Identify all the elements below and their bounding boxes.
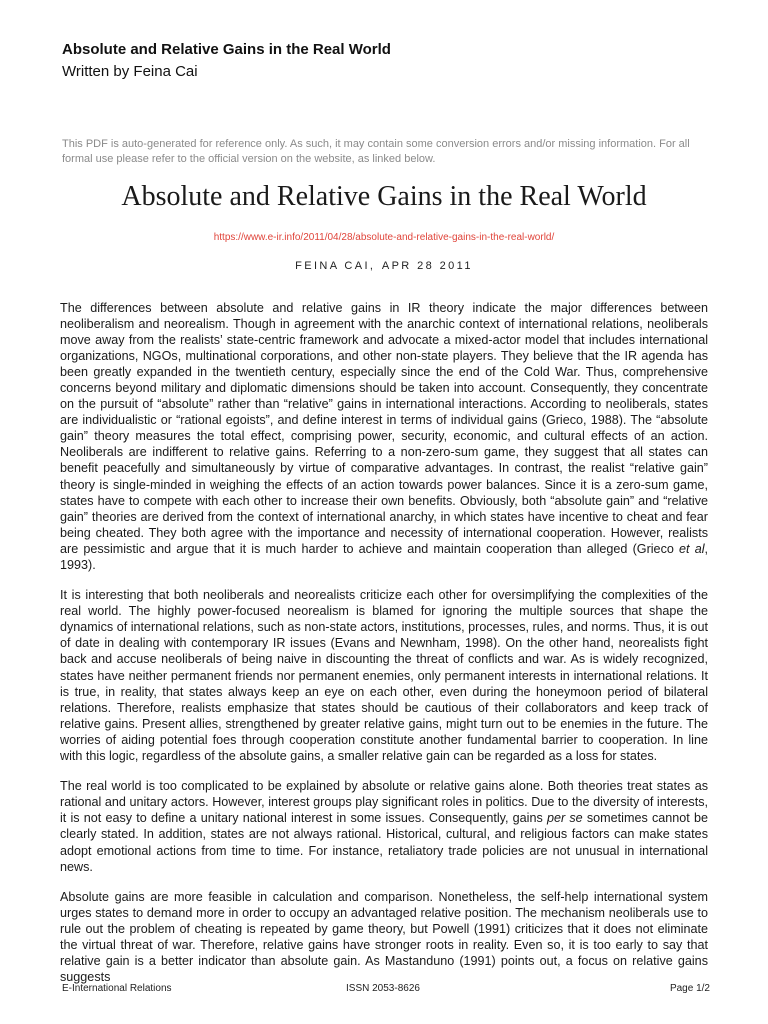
byline-separator: , (369, 260, 373, 272)
header-author: Written by Feina Cai (62, 63, 198, 80)
source-url-link[interactable]: https://www.e-ir.info/2011/04/28/absolute-and-relative-gains-in-the-real-world/ (213, 232, 555, 243)
footer-issn: ISSN 2053-8626 (346, 983, 420, 994)
byline-date: APR 28 2011 (381, 260, 473, 272)
article-title: Absolute and Relative Gains in the Real World (121, 181, 647, 212)
paragraph-2: It is interesting that both neoliberals and neorealists criticize each other for oversimplifying the complexities of the real world. The highly power-focused neorealism is blamed for ignoring the multiple sources that shape the dynamics of international relations, such as non-state actors, institutions, processes, rules, and norms. Thus, it is out of date in dealing with contemporary IR issues (Evans and Newnham, 1998). On the other hand, neorealists fight back and accuse neoliberals of being naive in discounting the threat of conflicts and war. As is widely recognized, states have neither permanent friends nor permanent enemies, only permanent interests in international relations. It is true, in reality, that states always keep an eye on each other, even during the honeymoon period of bilateral relations. Therefore, realists emphasize that states should be cautious of their collaborators and keep track of relative gains. Present allies, strengthened by greater relative gains, might turn out to be enemies in the future. The worries of aiding potential foes through cooperation constitute another fundamental barrier to cooperation. In line with this logic, regardless of the absolute gains, a smaller relative gain can be regarded as a loss for states. (60, 588, 708, 763)
paragraph-1-text: The differences between absolute and relative gains in IR theory indicate the major differences between neoliberalism and neorealism. Though in agreement with the anarchic context of international relations, neoliberals move away from the realists’ state-centric framework and advocate a mixed-actor model that includes international organizations, NGOs, multinational corporations, and other non-state players. They believe that the IR agenda has been greatly expanded in the twentieth century, especially since the end of the Cold War. Thus, comprehensive concerns beyond military and diplomatic dimensions should be taken into account. Consequently, they concentrate on the pursuit of “absolute” rather than “relative” gains in international interactions. According to neoliberals, states are individualistic or “rational egoists”, and define interest in terms of individual gains (Grieco, 1988). The “absolute gain” theory measures the total effect, comprising power, security, economic, and cultural effects of an action. Neoliberals are indifferent to relative gains. Referring to a non-zero-sum game, they suggest that all states can benefit peacefully and simultaneously by virtue of comparative advantages. In contrast, the realist “relative gain” theory is single-minded in weighing the effects of an action towards power balances. Since it is a zero-sum game, states have to compete with each other to increase their own benefits. Obviously, both “absolute gain” and “relative gain” theories are derived from the context of international anarchy, in which states have incentive to cheat and fear being cheated. They both agree with the importance and necessity of international cooperation. However, realists are pessimistic and argue that it is much harder to achieve and maintain cooperation than alleged (Grieco (60, 301, 708, 556)
paragraph-3 (60, 778, 708, 874)
disclaimer-text: This PDF is auto-generated for reference only. As such, it may contain some conversion errors and/or missing information. For all formal use please refer to the official version on the website, as linked below. (62, 138, 690, 165)
paragraph-1-emphasis: et al (679, 541, 705, 556)
footer-publisher: E-International Relations (62, 983, 172, 994)
paragraph-3-emphasis: per se (546, 811, 583, 826)
paragraph-4: Absolute gains are more feasible in calculation and comparison. Nonetheless, the self-help international system urges states to demand more in order to occupy an advantaged relative position. The mechanism neoliberals use to rule out the problem of cheating is repeated by game theory, but Powell (1991) criticizes that it does not eliminate the virtual threat of war. Therefore, relative gains have stronger roots in reality. Even so, it is too early to say that relative gain is a better indicator than absolute gain. As Mastanduno (1991) points out, a focus on relative gains suggests (60, 890, 708, 985)
paragraph-1 (60, 300, 708, 573)
footer-page-number: Page 1/2 (669, 983, 710, 994)
paragraph-3-text: The real world is too complicated to be explained by absolute or relative gains alone. Both theories treat states as rational and unitary actors. However, interest groups play significant roles in politics. Due to the diversity of interests, it is not easy to define a unitary national interest in some issues. Consequently, gains (60, 779, 708, 826)
byline-author: FEINA CAI (295, 260, 370, 272)
header-title: Absolute and Relative Gains in the Real World (62, 41, 391, 58)
paragraph-1-text-end: , 1993). (60, 541, 708, 572)
byline (0, 260, 768, 272)
article-body (60, 300, 708, 1000)
paragraph-3-text-end: sometimes cannot be clearly stated. In addition, states are not always rational. Historical, cultural, and religious factors can make states adopt emotional actions from time to time. For instance, retaliatory trade policies are not unusual in international news. (60, 811, 708, 874)
